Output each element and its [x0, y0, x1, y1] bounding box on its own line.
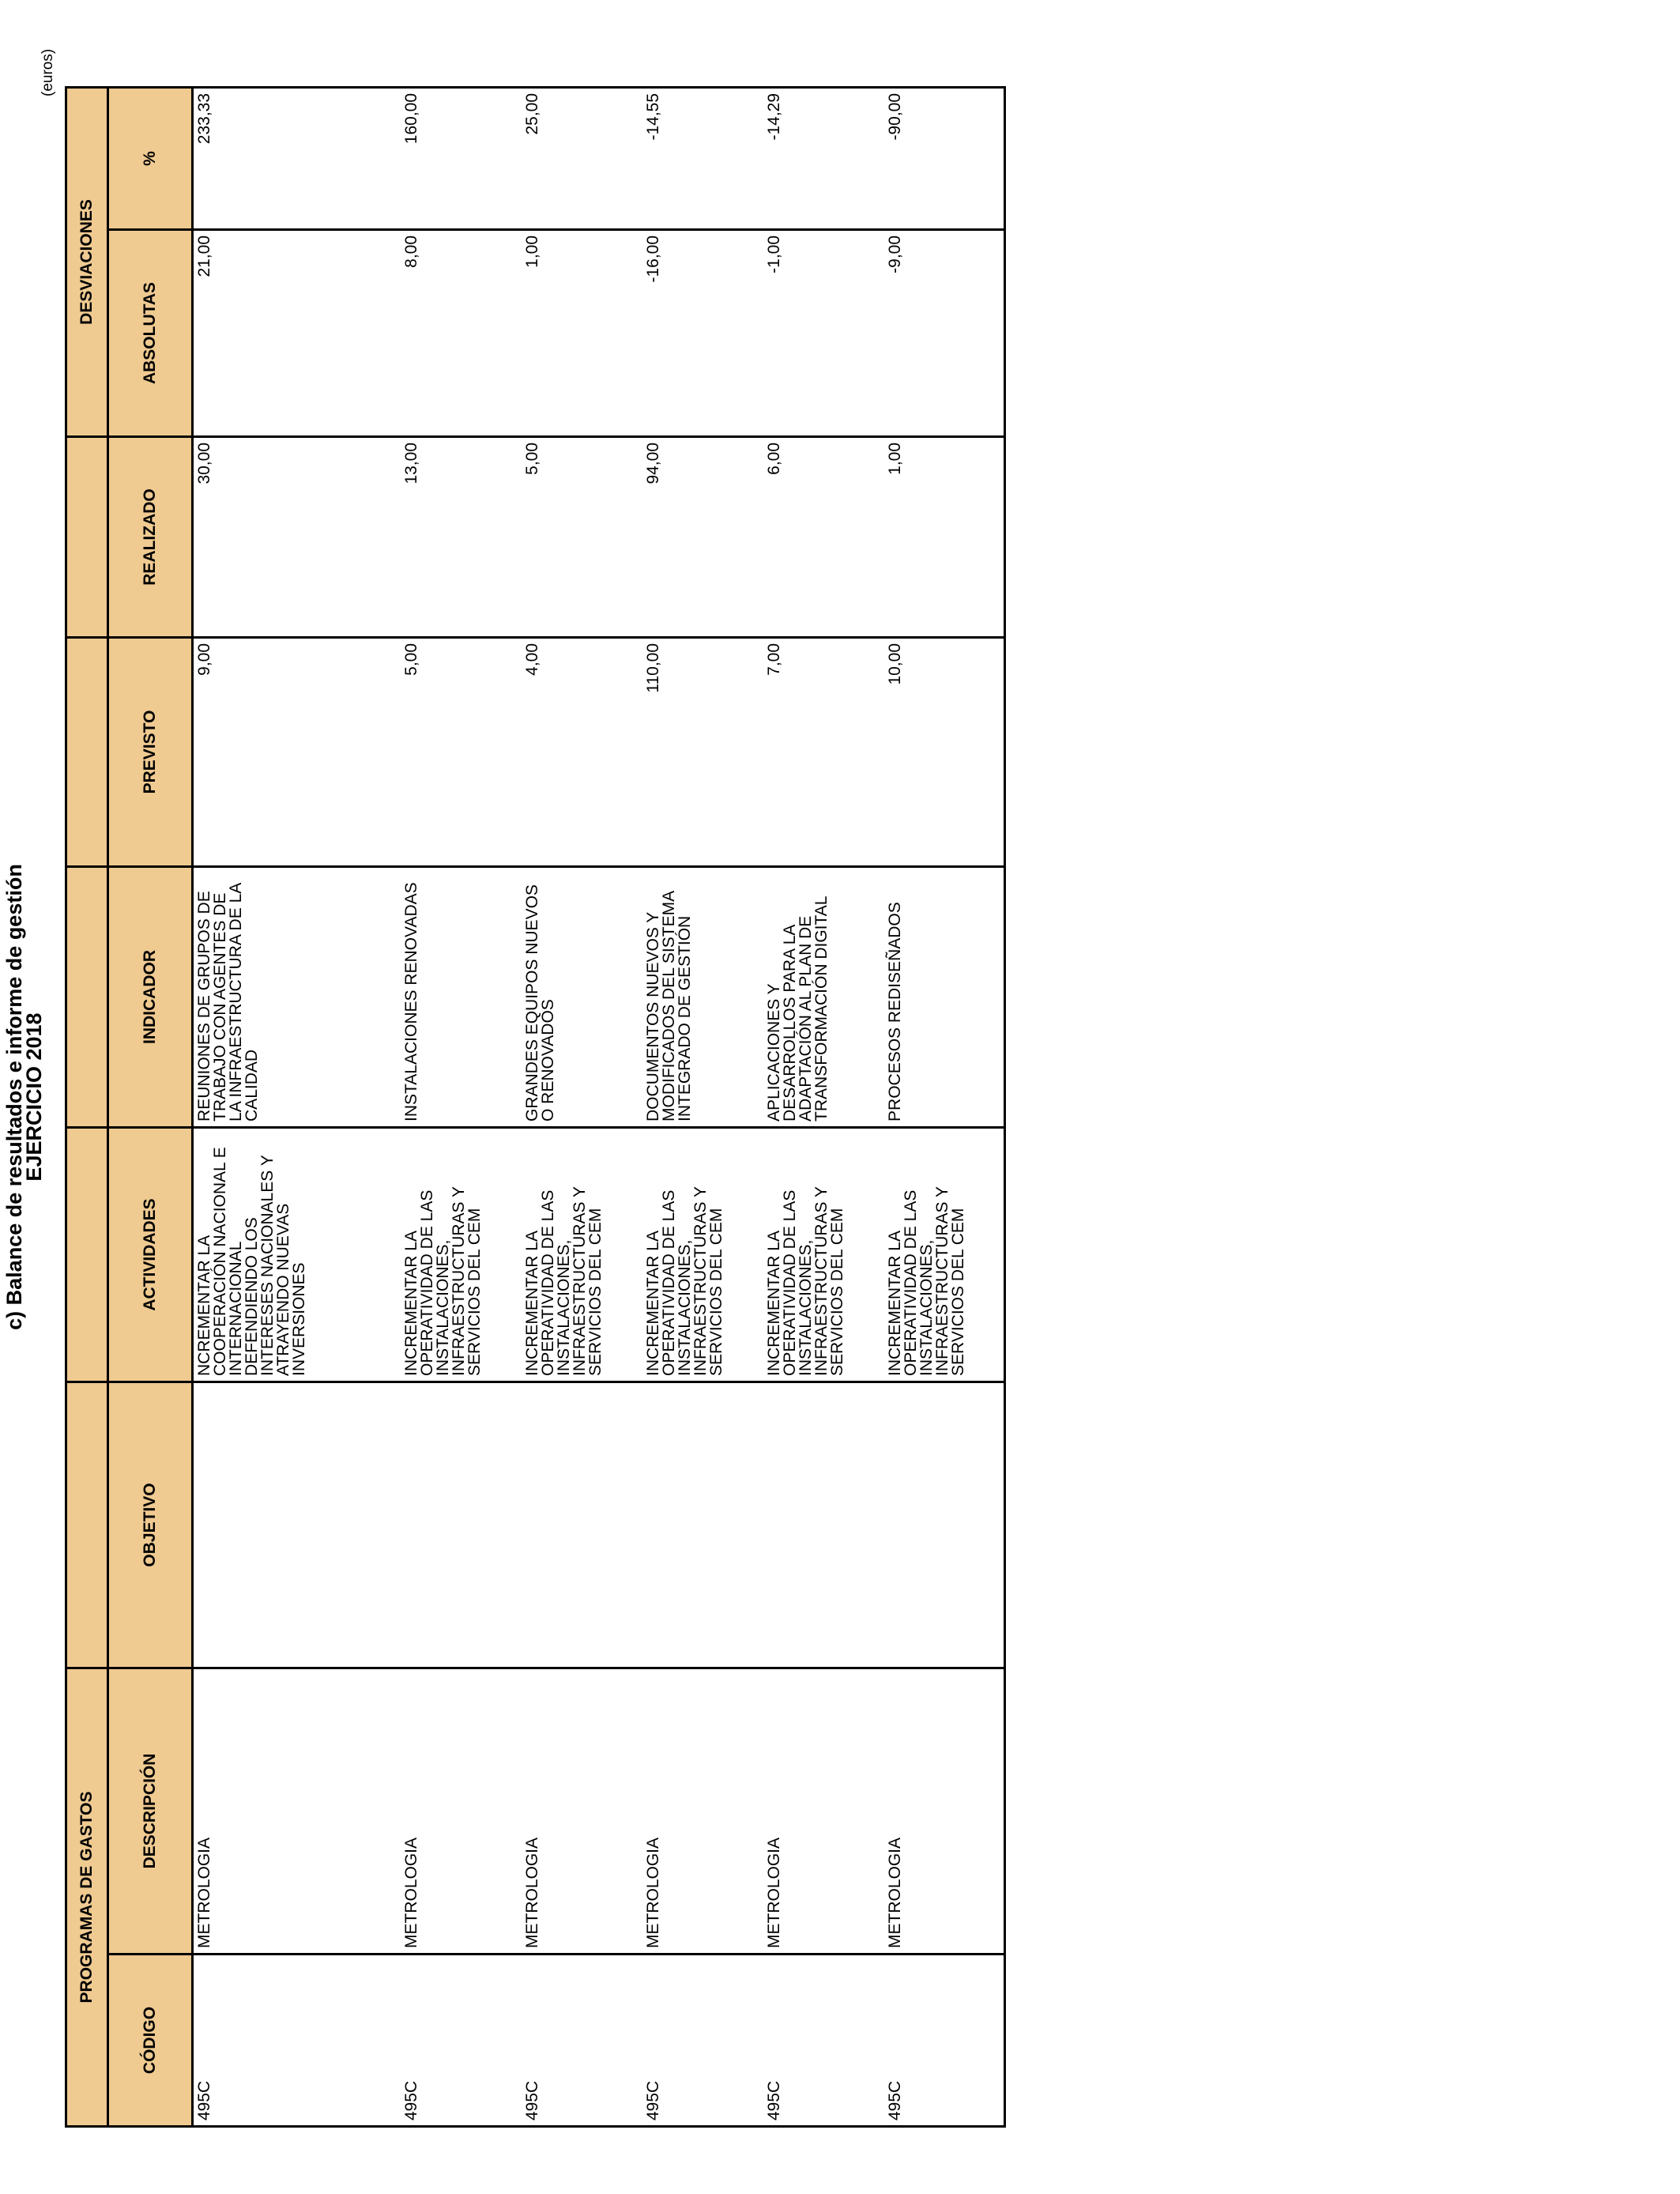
cell-indicador: GRANDES EQUIPOS NUEVOS O RENOVADOS: [522, 866, 642, 1127]
cell-actividades: INCREMENTAR LA OPERATIVIDAD DE LAS INSTALACIONES, INFRAESTRUCTURAS Y SERVICIOS DEL CEM: [522, 1127, 642, 1382]
table-row: [193, 87, 401, 2126]
cell-actividades: NCREMENTAR LA COOPERACIÓN NACIONAL E INTERNACIONAL DEFENDIENDO LOS INTERESES NACIONALES Y ATRAYENDO NUEVAS INVERSIONES: [193, 1127, 401, 1382]
cell-indicador: DOCUMENTOS NUEVOS Y MODIFICADOS DEL SISTEMA INTEGRADO DE GESTIÓN: [642, 866, 763, 1127]
header-realizado: REALIZADO: [108, 436, 193, 637]
header-desviaciones: DESVIACIONES: [66, 87, 108, 436]
header-objetivo: OBJETIVO: [108, 1382, 193, 1668]
cell-realizado: 13,00: [401, 436, 522, 637]
header-group-blank-actividades: [66, 1127, 108, 1382]
cell-descripcion: METROLOGIA: [763, 1668, 884, 1954]
cell-porcentaje: -90,00: [884, 87, 1005, 229]
table-row: [884, 87, 1005, 2126]
header-group-blank-previsto: [66, 637, 108, 866]
cell-porcentaje: 25,00: [522, 87, 642, 229]
cell-descripcion: METROLOGIA: [401, 1668, 522, 1954]
cell-absolutas: -1,00: [763, 229, 884, 436]
table-row: [763, 87, 884, 2126]
cell-codigo: 495C: [193, 1955, 401, 2127]
cell-objetivo: [884, 1382, 1005, 1668]
table-row: [401, 87, 522, 2126]
units-label: (euros): [40, 48, 56, 96]
title-block: [2, 0, 46, 2194]
results-table: [65, 86, 1006, 2128]
header-porcentaje: %: [108, 87, 193, 229]
table-row: [522, 87, 642, 2126]
cell-porcentaje: 233,33: [193, 87, 401, 229]
cell-codigo: 495C: [522, 1955, 642, 2127]
cell-realizado: 94,00: [642, 436, 763, 637]
cell-codigo: 495C: [884, 1955, 1005, 2127]
cell-absolutas: 1,00: [522, 229, 642, 436]
cell-descripcion: METROLOGIA: [884, 1668, 1005, 1954]
header-codigo: CÓDIGO: [108, 1955, 193, 2127]
header-absolutas: ABSOLUTAS: [108, 229, 193, 436]
cell-objetivo: [522, 1382, 642, 1668]
cell-indicador: APLICACIONES Y DESARROLLOS PARA LA ADAPTACIÓN AL PLAN DE TRANSFORMACIÓN DIGITAL: [763, 866, 884, 1127]
cell-previsto: 9,00: [193, 637, 401, 866]
header-descripcion: DESCRIPCIÓN: [108, 1668, 193, 1954]
cell-descripcion: METROLOGIA: [193, 1668, 401, 1954]
report-title: c) Balance de resultados e informe de gestión: [2, 864, 26, 1330]
cell-porcentaje: 160,00: [401, 87, 522, 229]
cell-descripcion: METROLOGIA: [642, 1668, 763, 1954]
report-subtitle: EJERCICIO 2018: [22, 1012, 46, 1182]
cell-porcentaje: -14,29: [763, 87, 884, 229]
cell-objetivo: [193, 1382, 401, 1668]
cell-realizado: 5,00: [522, 436, 642, 637]
cell-previsto: 5,00: [401, 637, 522, 866]
cell-previsto: 10,00: [884, 637, 1005, 866]
header-indicador: INDICADOR: [108, 866, 193, 1127]
header-actividades: ACTIVIDADES: [108, 1127, 193, 1382]
cell-codigo: 495C: [642, 1955, 763, 2127]
cell-previsto: 110,00: [642, 637, 763, 866]
cell-absolutas: 8,00: [401, 229, 522, 436]
cell-objetivo: [401, 1382, 522, 1668]
header-programas-de-gastos: PROGRAMAS DE GASTOS: [66, 1668, 108, 2126]
cell-indicador: PROCESOS REDISEÑADOS: [884, 866, 1005, 1127]
cell-indicador: INSTALACIONES RENOVADAS: [401, 866, 522, 1127]
cell-absolutas: -9,00: [884, 229, 1005, 436]
header-group-blank-indicador: [66, 866, 108, 1127]
cell-realizado: 30,00: [193, 436, 401, 637]
cell-indicador: REUNIONES DE GRUPOS DE TRABAJO CON AGENTES DE LA INFRAESTRUCTURA DE LA CALIDAD: [193, 866, 401, 1127]
cell-objetivo: [642, 1382, 763, 1668]
cell-realizado: 1,00: [884, 436, 1005, 637]
header-group-blank-objetivo: [66, 1382, 108, 1668]
cell-previsto: 4,00: [522, 637, 642, 866]
cell-previsto: 7,00: [763, 637, 884, 866]
cell-descripcion: METROLOGIA: [522, 1668, 642, 1954]
cell-codigo: 495C: [763, 1955, 884, 2127]
cell-objetivo: [763, 1382, 884, 1668]
cell-actividades: INCREMENTAR LA OPERATIVIDAD DE LAS INSTALACIONES, INFRAESTRUCTURAS Y SERVICIOS DEL CEM: [642, 1127, 763, 1382]
cell-porcentaje: -14,55: [642, 87, 763, 229]
cell-realizado: 6,00: [763, 436, 884, 637]
cell-actividades: INCREMENTAR LA OPERATIVIDAD DE LAS INSTALACIONES, INFRAESTRUCTURAS Y SERVICIOS DEL CEM: [763, 1127, 884, 1382]
table-row: [642, 87, 763, 2126]
cell-codigo: 495C: [401, 1955, 522, 2127]
cell-absolutas: 21,00: [193, 229, 401, 436]
cell-absolutas: -16,00: [642, 229, 763, 436]
header-previsto: PREVISTO: [108, 637, 193, 866]
cell-actividades: INCREMENTAR LA OPERATIVIDAD DE LAS INSTALACIONES, INFRAESTRUCTURAS Y SERVICIOS DEL CEM: [884, 1127, 1005, 1382]
cell-actividades: INCREMENTAR LA OPERATIVIDAD DE LAS INSTALACIONES, INFRAESTRUCTURAS Y SERVICIOS DEL CEM: [401, 1127, 522, 1382]
header-group-blank-realizado: [66, 436, 108, 637]
